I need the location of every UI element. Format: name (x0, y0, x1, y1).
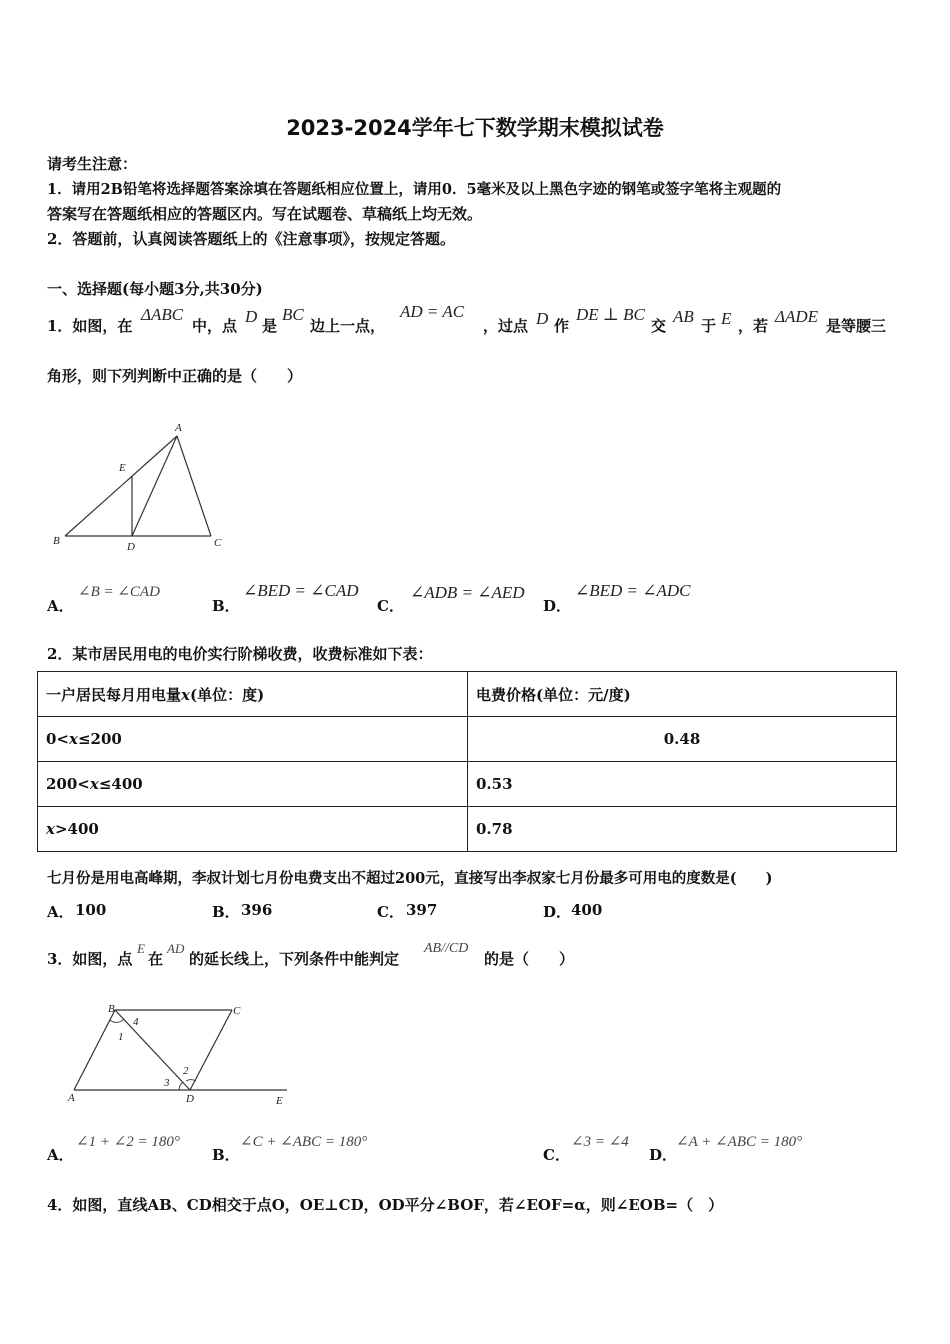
q3-option-d[interactable]: ∠A + ∠ABC = 180° (676, 1134, 803, 1150)
table-row (38, 717, 897, 762)
q2-option-b[interactable]: 396 (241, 901, 273, 919)
q1-text: 边上一点， (310, 317, 386, 335)
segment-ba (65, 436, 177, 536)
q3-text: 在 (148, 950, 164, 968)
q1-text: 作 (554, 317, 570, 335)
q3-option-d-letter[interactable]: D． (649, 1146, 678, 1164)
q1-text: ，过点 (483, 317, 529, 335)
page-title: 2023-2024学年七下数学期末模拟试卷 (286, 116, 664, 140)
q1-text: ，若 (738, 317, 769, 335)
label-d: D (127, 541, 135, 553)
q3-math: E (137, 941, 145, 956)
q1-text: 1．如图，在 (47, 317, 133, 335)
q3-option-a-letter[interactable]: A． (47, 1146, 74, 1164)
q2-option-c[interactable]: 397 (406, 901, 438, 919)
segment-ad (132, 436, 177, 536)
notice-heading: 请考生注意： (47, 155, 138, 173)
q3-text: 3．如图，点 (47, 950, 133, 968)
q1-math: ΔABC (141, 305, 184, 324)
label-e: E (276, 1095, 283, 1107)
q1-option-b[interactable]: ∠BED = ∠CAD (243, 581, 359, 600)
table-cell-range: x>400 (38, 807, 468, 852)
q2-stem: 2．某市居民用电的电价实行阶梯收费，收费标准如下表： (47, 645, 433, 663)
q3-parallelogram-figure (62, 998, 302, 1108)
q1-option-a-letter[interactable]: A． (47, 597, 74, 615)
q1-option-b-letter[interactable]: B． (212, 597, 240, 615)
q1-text: 于 (701, 317, 717, 335)
q2-option-b-letter[interactable]: B． (212, 903, 240, 921)
notice-item-1-line-1: 1．请用2B铅笔将选择题答案涂填在答题纸相应位置上，请用0．5毫米及以上黑色字迹的钢笔或签字笔将主观题的 (47, 181, 782, 198)
q4-stem: 4．如图，直线AB、CD相交于点O，OE⊥CD，OD平分∠BOF，若∠EOF=α，则∠EOB=（ ） (47, 1196, 724, 1214)
q1-math: DE ⊥ BC (576, 305, 645, 324)
angle-arc-1 (110, 1019, 124, 1022)
angle-arc-3 (179, 1082, 183, 1090)
table-cell-range: 0<x≤200 (38, 717, 468, 762)
q1-option-a[interactable]: ∠B = ∠CAD (78, 584, 160, 600)
q1-option-c[interactable]: ∠ADB = ∠AED (410, 583, 525, 602)
q2-question: 七月份是用电高峰期，李叔计划七月份电费支出不超过200元，直接写出李叔家七月份最多可用电的度数是( ) (47, 870, 773, 887)
q1-text: 是 (262, 317, 278, 335)
label-a: A (175, 422, 182, 434)
label-c: C (233, 1005, 241, 1017)
q3-option-c[interactable]: ∠3 = ∠4 (571, 1134, 629, 1150)
table-cell-price: 0.78 (468, 807, 897, 852)
label-c: C (214, 537, 222, 549)
table-cell-price: 0.53 (468, 762, 897, 807)
q2-option-c-letter[interactable]: C． (377, 903, 404, 921)
table-cell-price: 0.48 (468, 717, 897, 762)
label-d: D (186, 1093, 194, 1105)
tariff-table (37, 671, 897, 852)
label-b: B (108, 1003, 115, 1015)
table-header-price: 电费价格(单位：元/度) (468, 672, 897, 717)
q3-text: 的是（ ） (484, 950, 575, 968)
segment-bd (115, 1010, 190, 1090)
q1-math: BC (282, 305, 304, 324)
table-row (38, 762, 897, 807)
label-angle-4: 4 (133, 1016, 139, 1028)
q1-math: E (721, 309, 732, 328)
segment-cd (190, 1010, 232, 1090)
notice-item-2: 2．答题前，认真阅读答题纸上的《注意事项》，按规定答题。 (47, 230, 455, 248)
q1-text: 是等腰三 (826, 317, 887, 335)
q3-option-b-letter[interactable]: B． (212, 1146, 240, 1164)
q1-text: 交 (651, 317, 667, 335)
label-angle-3: 3 (164, 1077, 170, 1089)
q3-option-a[interactable]: ∠1 + ∠2 = 180° (76, 1134, 180, 1150)
q3-option-c-letter[interactable]: C． (543, 1146, 570, 1164)
q2-option-a-letter[interactable]: A． (47, 903, 74, 921)
q1-math: D (536, 309, 549, 328)
table-header-row (38, 672, 897, 717)
label-angle-2: 2 (183, 1065, 189, 1077)
table-header-usage: 一户居民每月用电量x(单位：度) (38, 672, 468, 717)
segment-ac (177, 436, 211, 536)
q1-math: ΔADE (775, 307, 819, 326)
notice-item-1-line-2: 答案写在答题纸相应的答题区内。写在试题卷、草稿纸上均无效。 (47, 205, 483, 223)
section-heading: 一、选择题(每小题3分,共30分) (47, 280, 263, 298)
q2-option-d[interactable]: 400 (571, 901, 603, 919)
q1-math: AB (673, 307, 694, 326)
q3-option-b[interactable]: ∠C + ∠ABC = 180° (240, 1134, 368, 1150)
q3-math: AB//CD (424, 941, 469, 956)
q3-text: 的延长线上，下列条件中能判定 (189, 950, 400, 968)
label-e: E (119, 462, 126, 474)
q1-option-d-letter[interactable]: D． (543, 597, 572, 615)
q1-math: AD = AC (400, 302, 465, 321)
label-b: B (53, 535, 60, 547)
q1-triangle-figure (45, 418, 235, 558)
q2-option-a[interactable]: 100 (75, 901, 107, 919)
q3-math: AD (167, 941, 185, 956)
q1-math: D (245, 307, 258, 326)
segment-ab (74, 1010, 115, 1090)
label-angle-1: 1 (118, 1031, 124, 1043)
q1-option-c-letter[interactable]: C． (377, 597, 404, 615)
q2-option-d-letter[interactable]: D． (543, 903, 572, 921)
q1-text-line-2: 角形，则下列判断中正确的是（ ） (47, 367, 303, 385)
table-cell-range: 200<x≤400 (38, 762, 468, 807)
label-a: A (68, 1092, 75, 1104)
table-row (38, 807, 897, 852)
q1-text: 中，点 (192, 317, 238, 335)
q1-option-d[interactable]: ∠BED = ∠ADC (575, 581, 691, 600)
